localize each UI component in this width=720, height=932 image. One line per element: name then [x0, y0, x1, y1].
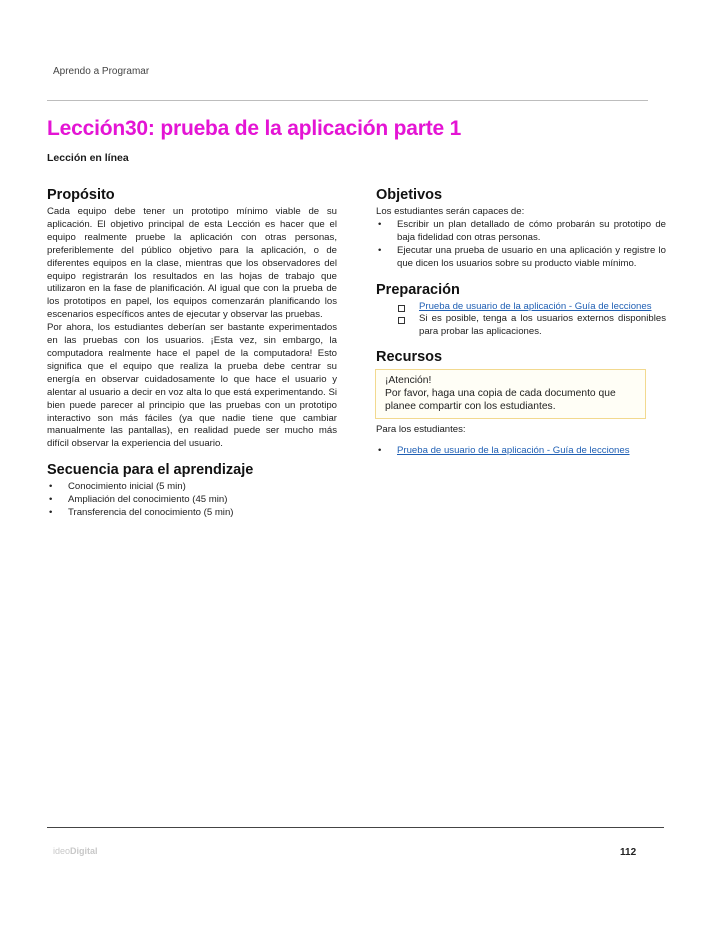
student-lesson-guide-link[interactable]: Prueba de usuario de la aplicación - Guía de lecciones	[397, 445, 630, 457]
checkbox-square-icon	[398, 317, 405, 324]
list-item-text: Si es posible, tenga a los usuarios externos disponibles para probar las aplicaciones.	[419, 313, 666, 338]
bullet-icon: •	[49, 494, 53, 506]
left-column	[47, 186, 337, 520]
checkbox-square-icon	[398, 305, 405, 312]
page-number: 112	[620, 847, 637, 858]
objectives-list	[376, 219, 666, 271]
section-heading: Objetivos	[376, 187, 443, 203]
list-item-text: Transferencia del conocimiento (5 min)	[68, 507, 234, 519]
footer-brand-logo	[53, 846, 98, 856]
lesson-guide-link[interactable]: Prueba de usuario de la aplicación - Guía de lecciones	[419, 300, 652, 312]
sequence-list	[47, 481, 337, 520]
notice-title: ¡Atención!	[385, 375, 432, 387]
resources-list	[376, 445, 666, 458]
list-item	[47, 494, 337, 507]
page-title: Lección30: prueba de la aplicación parte 1	[47, 117, 462, 140]
section-objetivos	[376, 186, 666, 271]
list-item	[47, 481, 337, 494]
list-item-text: Escribir un plan detallado de cómo probarán su prototipo de baja fidelidad con otras personas.	[397, 218, 666, 243]
page-subtitle: Lección en línea	[47, 152, 129, 164]
bullet-icon: •	[49, 507, 53, 519]
section-heading: Propósito	[47, 187, 115, 203]
brand-light-text: ideo	[53, 846, 71, 856]
objectives-intro: Los estudiantes serán capaces de:	[376, 206, 525, 217]
list-item	[398, 301, 666, 314]
header-text: Aprendo a Programar	[53, 66, 150, 77]
section-heading: Preparación	[376, 281, 460, 298]
section-secuencia	[47, 461, 337, 520]
section-heading: Recursos	[376, 349, 443, 366]
list-item	[47, 507, 337, 520]
list-item	[376, 219, 666, 245]
paragraph: Cada equipo debe tener un prototipo mínimo viable de su aplicación. El objetivo principal de esta Lección es hacer que el equipo realmente pruebe la aplicación con otras personas, preferiblemente del público objetivo para la aplicación, o de diferentes equipos en la clase, mientras que los observadores del equipo registrarán los resultados en las hojas de trabajo que utilizaron en la fase de planificación. Al igual que con la prueba de los prototipos en papel, los equipos comenzarán planificando los escenarios específicos antes de ejecutar y observar las pruebas.	[47, 206, 337, 321]
bullet-icon: •	[378, 244, 382, 256]
list-item	[376, 445, 666, 458]
bullet-icon: •	[378, 445, 382, 457]
list-item-text: Ejecutar una prueba de usuario en una aplicación y registre lo que dicen los usuarios sobre su producto viable mínimo.	[397, 244, 666, 269]
list-item	[398, 313, 666, 339]
for-students-label: Para los estudiantes:	[376, 424, 466, 436]
preparation-list	[376, 301, 666, 340]
brand-bold-text: Digital	[70, 846, 98, 856]
section-proposito	[47, 186, 337, 451]
bullet-icon: •	[378, 218, 382, 230]
list-item	[376, 245, 666, 271]
section-preparacion	[376, 281, 666, 340]
list-item-text: Ampliación del conocimiento (45 min)	[68, 494, 228, 506]
paragraph: Por ahora, los estudiantes deberían ser bastante experimentados en las pruebas con los usuarios. ¡Esta vez, sin embargo, la computadora realmente hace el papel de la computadora! Esto significa que el equipo que realiza la prueba debe centrar su energía en observar cuidadosamente lo que hace el usuario y alentar al usuario a decir en voz alta lo que está experimentando. Si bien puede parecer al principio que las pruebas con un prototipo interactivo son más fáciles (ya que nadie tiene que cambiar manualmente las pantallas), en realidad puede ser mucho más difícil observar la experiencia del usuario.	[47, 322, 337, 450]
header-divider	[47, 100, 648, 101]
section-recursos	[376, 348, 666, 458]
section-heading: Secuencia para el aprendizaje	[47, 462, 254, 479]
right-column	[376, 186, 666, 458]
notice-text: Por favor, haga una copia de cada documento que planee compartir con los estudiantes.	[385, 388, 616, 413]
attention-notice	[375, 369, 646, 419]
bullet-icon: •	[49, 481, 53, 493]
list-item-text: Conocimiento inicial (5 min)	[68, 481, 186, 493]
footer-divider	[47, 827, 664, 828]
